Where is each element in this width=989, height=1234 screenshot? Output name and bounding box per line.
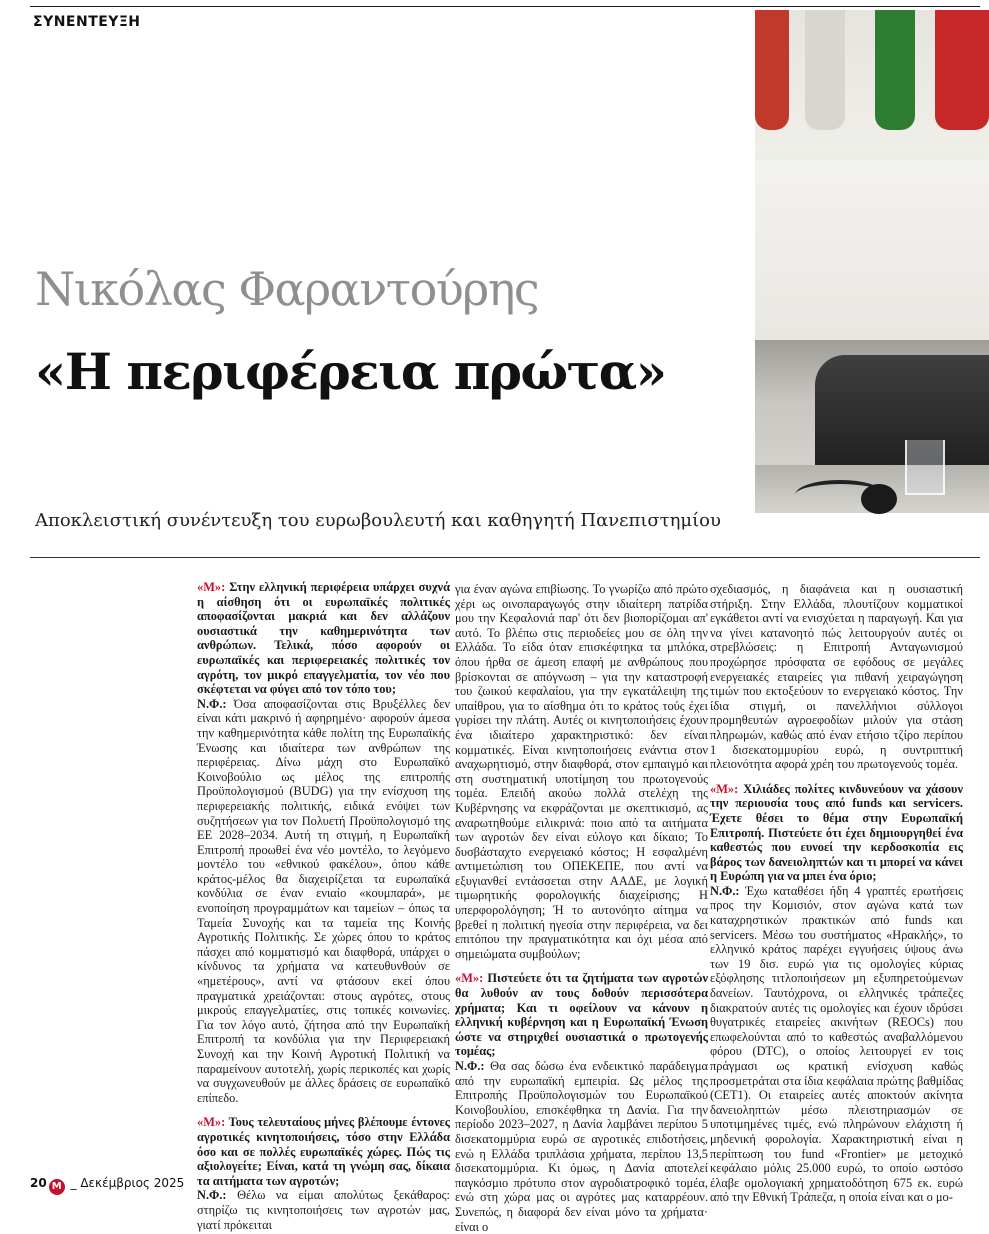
top-rule	[30, 6, 980, 7]
text-column-3	[710, 582, 963, 1205]
magazine-tag: «Μ»:	[197, 580, 226, 594]
answer-2-continued: για έναν αγώνα επιβίωσης. Το γνωρίζω από πρώτο χέρι ως οινοπαραγωγός στην ιδιαίτερη πατρίδα μου την Κεφαλονιά παρ' ότι δεν βιοπορίζομαι απ' αυτό. Το βλέπω στις περιοδείες μου σε όλη την Ελλάδα. Το είδα όταν επισκέφτηκα τα μπλόκα, όπου ήρθα σε άμεση επαφή με ανθρώπους που βρίσκονται σε απόγνωση – για την καταστροφή του ζωικού κεφαλαίου, για την εγκατάλειψη της υπαίθρου, για το αίσθημα ότι το κράτος τούς έχει γυρίσει την πλάτη. Αυτές οι κινητοποιήσεις έχουν ένα ιδιαίτερο χαρακτηριστικό: δεν είναι κομματικές. Είναι κινητοποιήσεις ενάντια στον αναχωρητισμό, στην διαφθορά, στον εμπαιγμό και στη συστηματική υποτίμηση του πρωτογενούς τομέα. Επειδή ακούω πολλά στελέχη της Κυβέρνησης να εκφράζονται με σκεπτικισμό, ας αναρωτηθούμε ειλικρινά: ποιο από τα αιτήματα των αγροτών δεν είναι εύλογο και δίκαιο; Το δυσβάσταχτο ενεργειακό κόστος; Η εσφαλμένη αντιμετώπιση του ΟΠΕΚΕΠΕ, που αντί να εξυγιανθεί εντάσσεται στην ΑΑΔΕ, με λογική τιμωρητικής φορολογικής διαχείρισης; Η υπερφορολόγηση; Ή το αυτονόητο αίτημα να βρεθεί η πολιτική ηγεσία στην περιφέρεια, να δει επιτόπου την πραγματικότητα και όχι μέσα από σημειώματα συμβούλων;	[455, 582, 708, 961]
text-column-1	[197, 580, 450, 1232]
answer-4: Ν.Φ.: Έχω καταθέσει ήδη 4 γραπτές ερωτήσεις προς την Κομισιόν, στον αγώνα κατά των καταχρηστικών πρακτικών από funds και servicers. Μέσω του συστήματος «Ηρακλής», το ελληνικό κράτος παρέχει εγγυήσεις ύψους άνω των 19 δισ. ευρώ για τις ομολογίες κύριας εξόφλησης τιτλοποιήσεων μη εξυπηρετούμενων δανείων. Ταυτόχρονα, οι ελληνικές τράπεζες διακρατούν αυτές τις ομολογίες και έχουν ιδρύσει θυγατρικές εταιρείες ακινήτων (REOCs) που επωφελούνται από το καθεστώς αναβαλλόμενου φόρου (DTC), ο οποίος λειτουργεί εν τοις πράγμασι ως κρατική ενίσχυση καθώς προσμετράται στα ίδια κεφάλαια πρώτης βαθμίδας (CET1). Οι εταιρείες αυτές αποκτούν ακίνητα δανειοληπτών μέσω πλειστηριασμών σε υποτιμημένες τιμές, ενώ πληρώνουν ελάχιστη ή μηδενική φορολογία. Χαρακτηριστική είναι η περίπτωση του fund «Frontier» με μετοχικό κεφάλαιο μόλις 25.000 ευρώ, το οποίο ωστόσο έλαβε ομολογιακή χρηματοδότηση 675 εκ. ευρώ από την Εθνική Τράπεζα, η οποία είναι και ο μο-	[710, 883, 963, 1205]
magazine-tag: «Μ»:	[710, 781, 739, 796]
question-2: «Μ»: Τους τελευταίους μήνες βλέπουμε έντονες αγροτικές κινητοποιήσεις, τόσο στην Ελλάδα όσο και σε πολλές ευρωπαϊκές χώρες. Πώς τις αξιολογείτε; Είναι, κατά τη γνώμη σας, δίκαια τα αιτήματα των αγροτών;	[197, 1115, 451, 1188]
question-1: «Μ»: Στην ελληνική περιφέρεια υπάρχει συχνά η αίσθηση ότι οι ευρωπαϊκές πολιτικές αποφασίζονται μακριά και δεν αλλάζουν ουσιαστικά την καθημερινότητα των ανθρώπων. Τελικά, πόσο αφορούν οι ευρωπαϊκές και περιφερειακές πολιτικές τον αγρότη, τον μικρό επαγγελματία, τον νέο που σκέφτεται να φύγει από τον τόπο του;	[197, 580, 450, 697]
headline: «Η περιφέρεια πρώτα»	[35, 342, 666, 401]
magazine-logo: M	[49, 1179, 65, 1195]
speaker-initials: Ν.Φ.:	[197, 1188, 227, 1203]
magazine-tag: «Μ»:	[197, 1115, 226, 1130]
speaker-initials: Ν.Φ.:	[197, 696, 227, 711]
article-photo	[755, 10, 989, 513]
magazine-tag: «Μ»:	[455, 971, 484, 986]
page-number: 20	[30, 1176, 47, 1190]
speaker-initials: Ν.Φ.:	[455, 1059, 485, 1073]
section-label: ΣΥΝΕΝΤΕΥΞΗ	[33, 14, 141, 30]
interviewee-name: Νικόλας Φαραντούρης	[35, 262, 539, 316]
answer-3-continued: σχεδιασμός, η διαφάνεια και η ουσιαστική στήριξη. Στην Ελλάδα, πλουτίζουν κομματικοί εγκάθετοι αντί να ενισχύεται η παραγωγή. Και για να γίνει κατανοητό πώς λειτουργούν αυτές οι στρεβλώσεις: η Επιτροπή Ανταγωνισμού προχώρησε πρόσφατα σε εφόδους σε μεγάλες ενεργειακές εταιρείες για πιθανή χειραγώγηση τιμών που εκτοξεύουν το ενεργειακό κόστος. Την ίδια στιγμή, οι πανελλήνιοι σύλλογοι προμηθευτών αγροεφοδίων μιλούν για στάση πληρωμών, καθώς από έναν ετήσιο τζίρο περίπου 1 δισεκατομμυρίου ευρώ, η συντριπτική πλειονότητα αφορά χρέη του πρωτογενούς τομέα.	[710, 582, 963, 772]
issue-date: Δεκέμβριος 2025	[80, 1176, 185, 1190]
question-4: «Μ»: Χιλιάδες πολίτες κινδυνεύουν να χάσουν την περιουσία τους από funds και servicers. Έχετε θέσει το θέμα στην Ευρωπαϊκή Επιτροπή. Πιστεύετε ότι έχει δημιουργηθεί ένα καθεστώς που ευνοεί την κερδοσκοπία εις βάρος των δανειοληπτών και τι μπορεί να κάνει η Ευρώπη για να μπει ένα όριο;	[710, 781, 963, 884]
speaker-initials: Ν.Φ.:	[710, 883, 740, 898]
subtitle: Αποκλειστική συνέντευξη του ευρωβουλευτή και καθηγητή Πανεπιστημίου	[35, 510, 721, 531]
page-footer: 20 M _ Δεκέμβριος 2025	[30, 1176, 184, 1195]
divider	[30, 557, 980, 558]
answer-2: Ν.Φ.: Θέλω να είμαι απολύτως ξεκάθαρος: στηρίζω τις κινητοποιήσεις των αγροτών μας, γιατί πρόκειται	[197, 1188, 450, 1232]
answer-1: Ν.Φ.: Όσα αποφασίζονται στις Βρυξέλλες δεν είναι κάτι μακρινό ή αφηρημένο· αφορούν άμεσα την καθημερινότητα κάθε πολίτη της Ευρωπαϊκής Ένωσης και ιδιαίτερα των ανθρώπων της περιφέρειας. Δίνω μάχη στο Ευρωπαϊκό Κοινοβούλιο ως μέλος της επιτροπής Προϋπολογισμού (BUDG) για την ενίσχυση της περιφερειακής πολιτικής, ειδικά ενόψει των συζητήσεων για τον Πολυετή Προϋπολογισμό της ΕΕ 2028–2034. Αυτή τη στιγμή, η Ευρωπαϊκή Επιτροπή προωθεί ένα νέο μοντέλο, το λεγόμενο μοντέλο του «εθνικού φακέλου», όπου κάθε κράτος-μέλος θα διαχειρίζεται τα ευρωπαϊκά κονδύλια σε έναν ενιαίο «κουμπαρά», με ενοποίηση προγραμμάτων και ταμείων – όπως τα Ταμεία Συνοχής και τα ταμεία της Κοινής Αγροτικής Πολιτικής. Σε χώρες όπου το κράτος πάσχει από κομματισμό και διαφθορά, υπάρχει ο κίνδυνος τα χρήματα να κατευθυνθούν σε «ημετέρους», αντί να φτάσουν εκεί όπου πραγματικά χρειάζονται: στους αγρότες, στους μικρούς επαγγελματίες, στις τοπικές κοινωνίες. Για τον λόγο αυτό, ζήτησα από την Ευρωπαϊκή Επιτροπή τα κονδύλια για την Περιφερειακή Συνοχή και την Κοινή Αγροτική Πολιτική να παραμείνουν αυτοτελή, χωρίς περικοπές και χωρίς να συγχωνευθούν με άλλες δράσεις σε ευρωπαϊκό επίπεδο.	[197, 696, 450, 1105]
text-column-2	[455, 582, 708, 1234]
answer-3: Ν.Φ.: Θα σας δώσω ένα ενδεικτικό παράδειγμα από την ευρωπαϊκή εμπειρία. Ως μέλος της Επιτροπής Προϋπολογισμών του Ευρωπαϊκού Κοινοβουλίου, επισκέφθηκα τη Δανία. Για την περίοδο 2023–2027, η Δανία λαμβάνει περίπου 5 δισεκατομμύρια ευρώ σε αγροτικές επιδοτήσεις, ενώ η Ελλάδα τριπλάσια χρήματα, περίπου 13,5 δισεκατομμύρια. Κι όμως, η Δανία αποτελεί παγκόσμιο πρότυπο στον αγροδιατροφικό τομέα, ενώ στη χώρα μας οι αγρότες μας καταρρέουν. Συνεπώς, η διαφορά δεν είναι μόνο τα χρήματα· είναι ο	[455, 1059, 708, 1234]
question-3: «Μ»: Πιστεύετε ότι τα ζητήματα των αγροτών θα λυθούν αν τους δοθούν περισσότερα χρήματα; Και τι οφείλουν να κάνουν η ελληνική κυβέρνηση και η Ευρωπαϊκή Ένωση ώστε να στηριχθεί ουσιαστικά ο πρωτογενής τομέας;	[455, 971, 708, 1059]
